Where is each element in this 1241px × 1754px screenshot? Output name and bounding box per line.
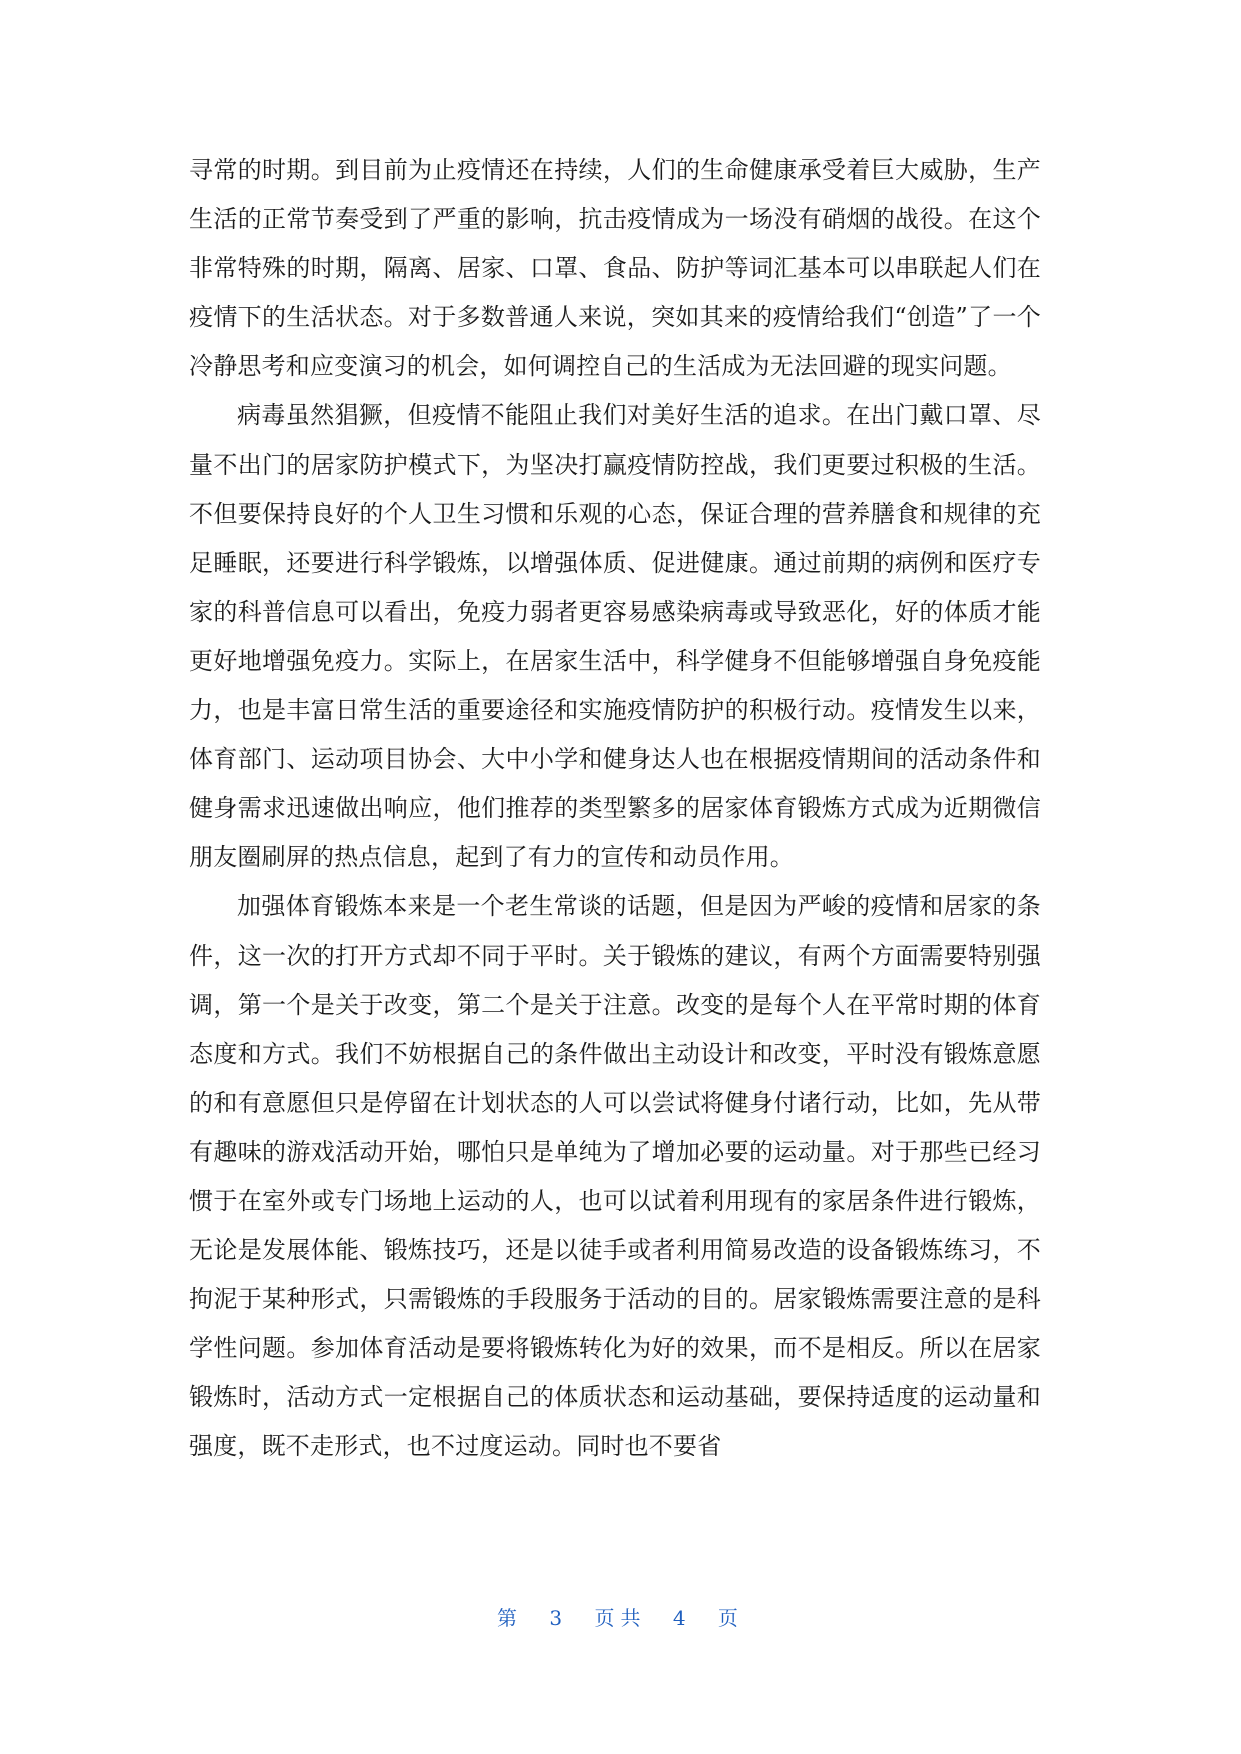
paragraph-1: 寻常的时期。到目前为止疫情还在持续，人们的生命健康承受着巨大威胁，生产生活的正常节奏受到了严重的影响，抗击疫情成为一场没有硝烟的战役。在这个非常特殊的时期，隔离、居家、口罩、食品、防护等词汇基本可以串联起人们在疫情下的生活状态。对于多数普通人来说，突如其来的疫情给我们“创造”了一个冷静思考和应变演习的机会，如何调控自己的生活成为无法回避的现实问题。	[189, 156, 1041, 381]
page-number-footer: 第 3 页共 4 页	[497, 1606, 744, 1630]
paragraph-2: 病毒虽然猖獗，但疫情不能阻止我们对美好生活的追求。在出门戴口罩、尽量不出门的居家防护模式下，为坚决打赢疫情防控战，我们更要过积极的生活。不但要保持良好的个人卫生习惯和乐观的心态，保证合理的营养膳食和规律的充足睡眠，还要进行科学锻炼，以增强体质、促进健康。通过前期的病例和医疗专家的科普信息可以看出，免疫力弱者更容易感染病毒或导致恶化，好的体质才能更好地增强免疫力。实际上，在居家生活中，科学健身不但能够增强自身免疫能力，也是丰富日常生活的重要途径和实施疫情防护的积极行动。疫情发生以来，体育部门、运动项目协会、大中小学和健身达人也在根据疫情期间的活动条件和健身需求迅速做出响应，他们推荐的类型繁多的居家体育锻炼方式成为近期微信朋友圈刷屏的热点信息，起到了有力的宣传和动员作用。	[189, 401, 1041, 872]
body-text	[189, 146, 1041, 1472]
paragraph-3: 加强体育锻炼本来是一个老生常谈的话题，但是因为严峻的疫情和居家的条件，这一次的打开方式却不同于平时。关于锻炼的建议，有两个方面需要特别强调，第一个是关于改变，第二个是关于注意。改变的是每个人在平常时期的体育态度和方式。我们不妨根据自己的条件做出主动设计和改变，平时没有锻炼意愿的和有意愿但只是停留在计划状态的人可以尝试将健身付诸行动，比如，先从带有趣味的游戏活动开始，哪怕只是单纯为了增加必要的运动量。对于那些已经习惯于在室外或专门场地上运动的人，也可以试着利用现有的家居条件进行锻炼，无论是发展体能、锻炼技巧，还是以徒手或者利用简易改造的设备锻炼练习，不拘泥于某种形式，只需锻炼的手段服务于活动的目的。居家锻炼需要注意的是科学性问题。参加体育活动是要将锻炼转化为好的效果，而不是相反。所以在居家锻炼时，活动方式一定根据自己的体质状态和运动基础，要保持适度的运动量和强度，既不走形式，也不过度运动。同时也不要省	[189, 892, 1041, 1461]
